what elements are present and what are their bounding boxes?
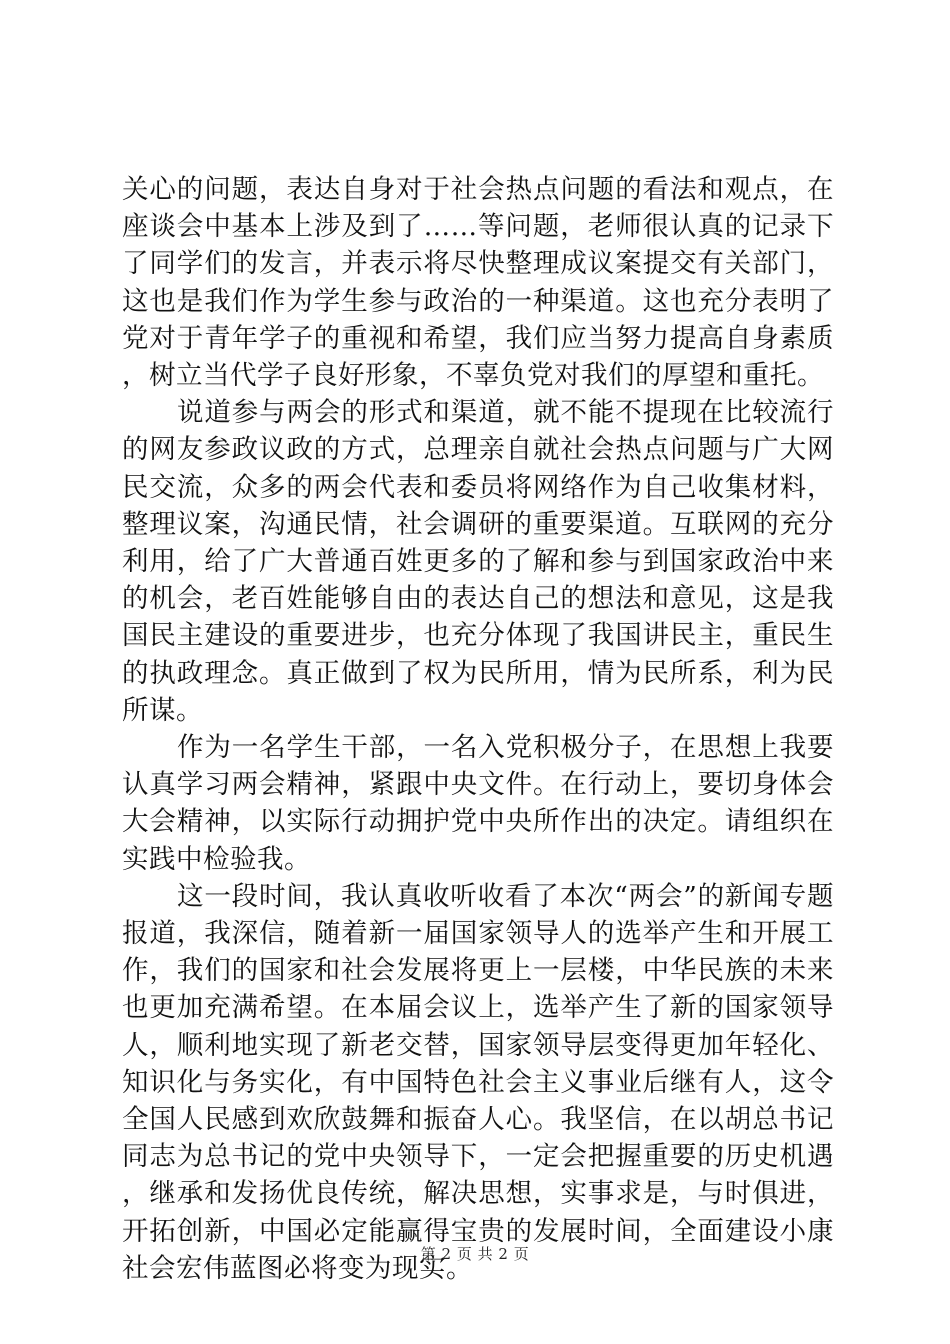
document-body bbox=[122, 171, 834, 1287]
paragraph-4: 这一段时间，我认真收听收看了本次“两会”的新闻专题报道，我深信，随着新一届国家领导人的选举产生和开展工作，我们的国家和社会发展将更上一层楼，中华民族的未来也更加充满希望。在本届会议上，选举产生了新的国家领导人，顺利地实现了新老交替，国家领导层变得更加年轻化、知识化与务实化，有中国特色社会主义事业后继有人，这令全国人民感到欢欣鼓舞和振奋人心。我坚信，在以胡总书记同志为总书记的党中央领导下，一定会把握重要的历史机遇，继承和发扬优良传统，解决思想，实事求是，与时俱进，开拓创新，中国必定能赢得宝贵的发展时间，全面建设小康社会宏伟蓝图必将变为现实。 bbox=[122, 880, 834, 1284]
page-footer: 第 2 页 共 2 页 bbox=[420, 1245, 530, 1263]
paragraph-2: 说道参与两会的形式和渠道，就不能不提现在比较流行的网友参政议政的方式，总理亲自就社会热点问题与广大网民交流，众多的两会代表和委员将网络作为自己收集材料，整理议案，沟通民情，社会调研的重要渠道。互联网的充分利用，给了广大普通百姓更多的了解和参与到国家政治中来的机会，老百姓能够自由的表达自己的想法和意见，这是我国民主建设的重要进步，也充分体现了我国讲民主，重民生的执政理念。真正做到了权为民所用，情为民所系，利为民所谋。 bbox=[122, 397, 834, 726]
paragraph-3: 作为一名学生干部，一名入党积极分子，在思想上我要认真学习两会精神，紧跟中央文件。在行动上，要切身体会大会精神，以实际行动拥护党中央所作出的决定。请组织在实践中检验我。 bbox=[122, 732, 834, 875]
paragraph-1: 关心的问题，表达自身对于社会热点问题的看法和观点，在座谈会中基本上涉及到了……等问题，老师很认真的记录下了同学们的发言，并表示将尽快整理成议案提交有关部门，这也是我们作为学生参与政治的一种渠道。这也充分表明了党对于青年学子的重视和希望，我们应当努力提高自身素质，树立当代学子良好形象，不辜负党对我们的厚望和重托。 bbox=[122, 174, 834, 392]
